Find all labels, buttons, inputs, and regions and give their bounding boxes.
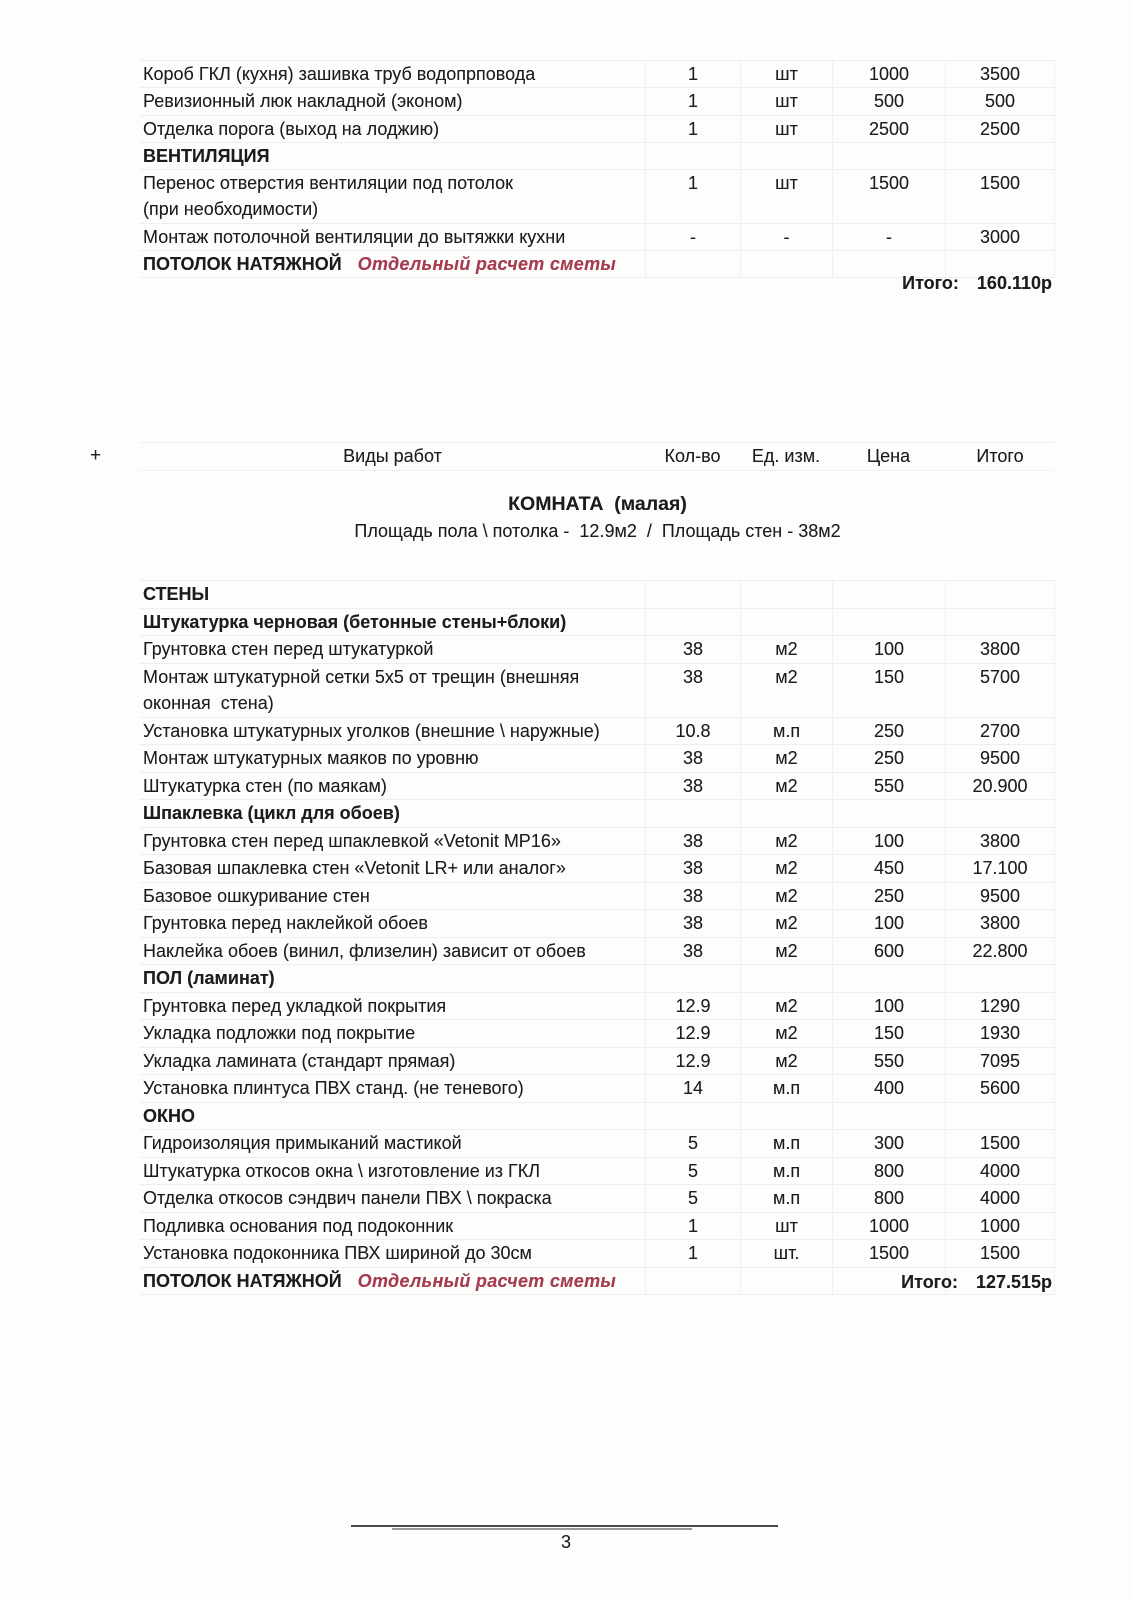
price-cell: 550 [832,1048,945,1075]
work-description: Отделка порога (выход на лоджию) [143,118,440,139]
price-cell: 100 [832,828,945,855]
total-cell: 3800 [945,828,1055,855]
room-title: КОМНАТА (малая) [508,493,687,515]
price-cell: 250 [832,745,945,772]
estimate-row [140,1212,1055,1240]
work-description: Установка штукатурных уголков (внешние \ наружные) [143,720,600,741]
price-cell [832,143,945,169]
column-header-total: Итого [976,446,1024,466]
price-cell: 500 [832,88,945,114]
total-label: Итого: [901,1272,958,1292]
price-cell: 100 [832,910,945,937]
total-cell: 1290 [945,993,1055,1020]
total-cell [945,965,1055,992]
qty-cell [645,965,740,992]
estimate-row [140,60,1055,87]
unit-cell: шт. [740,1240,832,1267]
work-description: Базовая шпаклевка стен «Vetonit LR+ или аналог» [143,858,566,878]
qty-cell: 38 [645,883,740,910]
section-title: Шпаклевка (цикл для обоев) [143,803,400,823]
work-description: Перенос отверстия вентиляции под потолок (при необходимости) [143,173,513,220]
qty-cell: 38 [645,938,740,965]
estimate-row [140,717,1055,745]
total-value: 160.110р [976,273,1052,293]
unit-cell [740,609,832,636]
total-cell: 500 [945,88,1055,114]
qty-cell: 38 [645,828,740,855]
price-cell: 400 [832,1075,945,1102]
estimate-row [140,169,1055,223]
section-header-row [140,1102,1055,1130]
work-description: Укладка ламината (стандарт прямая) [143,1050,456,1071]
estimate-row [140,772,1055,800]
price-cell [832,965,945,992]
total-cell: 9500 [945,883,1055,910]
price-cell: 250 [832,718,945,745]
section-title: ПОТОЛОК НАТЯЖНОЙ [143,1270,342,1291]
work-description: Гидроизоляция примыканий мастикой [143,1133,462,1153]
price-cell [832,800,945,827]
section-title: СТЕНЫ [143,584,210,604]
work-description: Штукатурка стен (по маякам) [143,775,387,796]
qty-cell: 1 [645,116,740,142]
qty-cell: 1 [645,61,740,87]
total-cell: 5600 [945,1075,1055,1102]
price-cell: 100 [832,636,945,663]
estimate-row [140,882,1055,910]
unit-cell: шт [740,88,832,114]
estimate-row [140,744,1055,772]
qty-cell [645,143,740,169]
total-cell: 5700 [945,664,1055,717]
qty-cell: 5 [645,1185,740,1212]
total-cell: 2500 [945,116,1055,142]
price-cell: 550 [832,773,945,800]
total-cell: 1500 [945,1240,1055,1267]
price-cell: 1500 [832,170,945,223]
qty-cell: 1 [645,1240,740,1267]
work-description: Наклейка обоев (винил, флизелин) зависит от обоев [143,940,586,961]
unit-cell: м.п [740,1158,832,1185]
separate-estimate-note: Отдельный расчет сметы [357,253,617,274]
price-cell: 450 [832,855,945,882]
unit-cell: м2 [740,636,832,663]
total-label: Итого: [902,273,959,293]
estimate-row [140,992,1055,1020]
unit-cell: шт [740,170,832,223]
unit-cell [740,965,832,992]
estimate-row [140,663,1055,717]
unit-cell: м2 [740,883,832,910]
total-cell: 9500 [945,745,1055,772]
price-cell: 800 [832,1158,945,1185]
estimate-row [140,115,1055,142]
room-table-total [140,1269,1052,1296]
total-cell: 4000 [945,1158,1055,1185]
work-description: Грунтовка перед наклейкой обоев [143,913,428,933]
work-description: Ревизионный люк накладной (эконом) [143,91,463,112]
unit-cell [740,800,832,827]
section-title: ПОТОЛОК НАТЯЖНОЙ [143,253,342,274]
qty-cell: 5 [645,1158,740,1185]
price-cell: - [832,224,945,250]
section-header-row [140,964,1055,992]
qty-cell: 12.9 [645,993,740,1020]
estimate-row [140,1047,1055,1075]
estimate-row [140,635,1055,663]
total-cell: 1930 [945,1020,1055,1047]
estimate-row [140,1019,1055,1047]
estimate-row [140,87,1055,114]
unit-cell: шт [740,116,832,142]
unit-cell: м.п [740,718,832,745]
unit-cell: м.п [740,1075,832,1102]
total-cell [945,1103,1055,1130]
total-cell: 22.800 [945,938,1055,965]
total-cell: 20.900 [945,773,1055,800]
price-cell [832,581,945,608]
qty-cell: 1 [645,88,740,114]
room-area-subtitle: Площадь пола \ потолка - 12.9м2 / Площадь стен - 38м2 [354,521,841,541]
qty-cell [645,581,740,608]
unit-cell: - [740,224,832,250]
total-cell: 1000 [945,1213,1055,1240]
unit-cell: м2 [740,664,832,717]
estimate-row [140,827,1055,855]
unit-cell: м2 [740,1020,832,1047]
work-description: Монтаж штукатурных маяков по уровню [143,748,479,768]
total-cell: 1500 [945,170,1055,223]
qty-cell: 10.8 [645,718,740,745]
total-cell: 3800 [945,910,1055,937]
section-title: ВЕНТИЛЯЦИЯ [143,145,270,166]
total-value: 127.515р [975,1272,1052,1292]
estimate-row [140,909,1055,937]
qty-cell [645,800,740,827]
qty-cell: 5 [645,1130,740,1157]
estimate-row [140,937,1055,965]
section-title: ПОЛ (ламинат) [143,968,275,988]
price-cell [832,609,945,636]
work-description: Монтаж потолочной вентиляции до вытяжки кухни [143,226,566,247]
total-cell [945,143,1055,169]
column-header-row [140,442,1055,471]
unit-cell [740,1103,832,1130]
work-description: Установка подоконника ПВХ шириной до 30см [143,1243,532,1263]
footer-divider-shadow [392,1528,692,1530]
unit-cell: шт [740,1213,832,1240]
price-cell: 150 [832,1020,945,1047]
price-cell: 250 [832,883,945,910]
qty-cell: 12.9 [645,1020,740,1047]
work-description: Укладка подложки под покрытие [143,1023,416,1043]
work-description: Отделка откосов сэндвич панели ПВХ \ покраска [143,1188,552,1208]
outline-expand-control: + [90,445,102,466]
unit-cell: м2 [740,828,832,855]
work-description: Грунтовка стен перед штукатуркой [143,639,434,659]
unit-cell: м2 [740,910,832,937]
total-cell [945,581,1055,608]
qty-cell [645,1103,740,1130]
unit-cell: шт [740,61,832,87]
qty-cell: 12.9 [645,1048,740,1075]
price-cell: 100 [832,993,945,1020]
qty-cell: 1 [645,1213,740,1240]
price-cell [832,1103,945,1130]
qty-cell: 38 [645,910,740,937]
price-cell: 600 [832,938,945,965]
total-cell: 1500 [945,1130,1055,1157]
unit-cell: м.п [740,1130,832,1157]
price-cell: 2500 [832,116,945,142]
qty-cell: 14 [645,1075,740,1102]
work-description: Короб ГКЛ (кухня) зашивка труб водопрповода [143,64,536,84]
price-cell: 150 [832,664,945,717]
total-cell [945,800,1055,827]
column-header-unit: Ед. изм. [751,446,821,466]
column-header-price: Цена [866,446,911,466]
total-cell: 3500 [945,61,1055,87]
estimate-row [140,1129,1055,1157]
section-header-row [140,799,1055,827]
section-title: Штукатурка черновая (бетонные стены+блоки) [143,611,567,632]
section-header-row [140,142,1055,169]
column-header-qty: Кол-во [664,446,721,466]
unit-cell: м.п [740,1185,832,1212]
room-table [140,580,1055,1295]
unit-cell: м2 [740,938,832,965]
work-description: Грунтовка стен перед шпаклевкой «Vetonit MP16» [143,830,561,851]
work-description: Базовое ошкуривание стен [143,885,370,906]
total-cell: 2700 [945,718,1055,745]
unit-cell: м2 [740,773,832,800]
qty-cell: 1 [645,170,740,223]
qty-cell: 38 [645,773,740,800]
top-table [140,60,1055,278]
work-description: Грунтовка перед укладкой покрытия [143,995,447,1016]
total-cell: 17.100 [945,855,1055,882]
total-cell: 7095 [945,1048,1055,1075]
qty-cell: - [645,224,740,250]
total-cell: 3000 [945,224,1055,250]
qty-cell: 38 [645,664,740,717]
page-number: 3 [560,1532,571,1552]
unit-cell: м2 [740,855,832,882]
work-description: Подливка основания под подоконник [143,1215,454,1236]
section-title: ОКНО [143,1105,195,1126]
unit-cell: м2 [740,745,832,772]
price-cell: 800 [832,1185,945,1212]
estimate-row [140,854,1055,882]
footer-divider [351,1525,778,1527]
qty-cell: 38 [645,745,740,772]
unit-cell [740,581,832,608]
section-header-row [140,580,1055,608]
unit-cell: м2 [740,1048,832,1075]
top-table-total [140,270,1052,296]
qty-cell: 38 [645,636,740,663]
work-description: Монтаж штукатурной сетки 5х5 от трещин (внешняя оконная стена) [143,666,580,713]
qty-cell [645,609,740,636]
qty-cell: 38 [645,855,740,882]
estimate-row [140,1184,1055,1212]
section-header-row [140,608,1055,636]
work-description: Установка плинтуса ПВХ станд. (не теневого) [143,1078,524,1098]
estimate-row [140,223,1055,250]
unit-cell: м2 [740,993,832,1020]
total-cell: 4000 [945,1185,1055,1212]
price-cell: 1000 [832,1213,945,1240]
estimate-row [140,1157,1055,1185]
separate-estimate-note: Отдельный расчет сметы [357,1270,617,1291]
estimate-row [140,1239,1055,1267]
price-cell: 300 [832,1130,945,1157]
column-header-works: Виды работ [343,446,442,466]
work-description: Штукатурка откосов окна \ изготовление из ГКЛ [143,1160,541,1181]
total-cell [945,609,1055,636]
price-cell: 1500 [832,1240,945,1267]
price-cell: 1000 [832,61,945,87]
total-cell: 3800 [945,636,1055,663]
unit-cell [740,143,832,169]
estimate-row [140,1074,1055,1102]
